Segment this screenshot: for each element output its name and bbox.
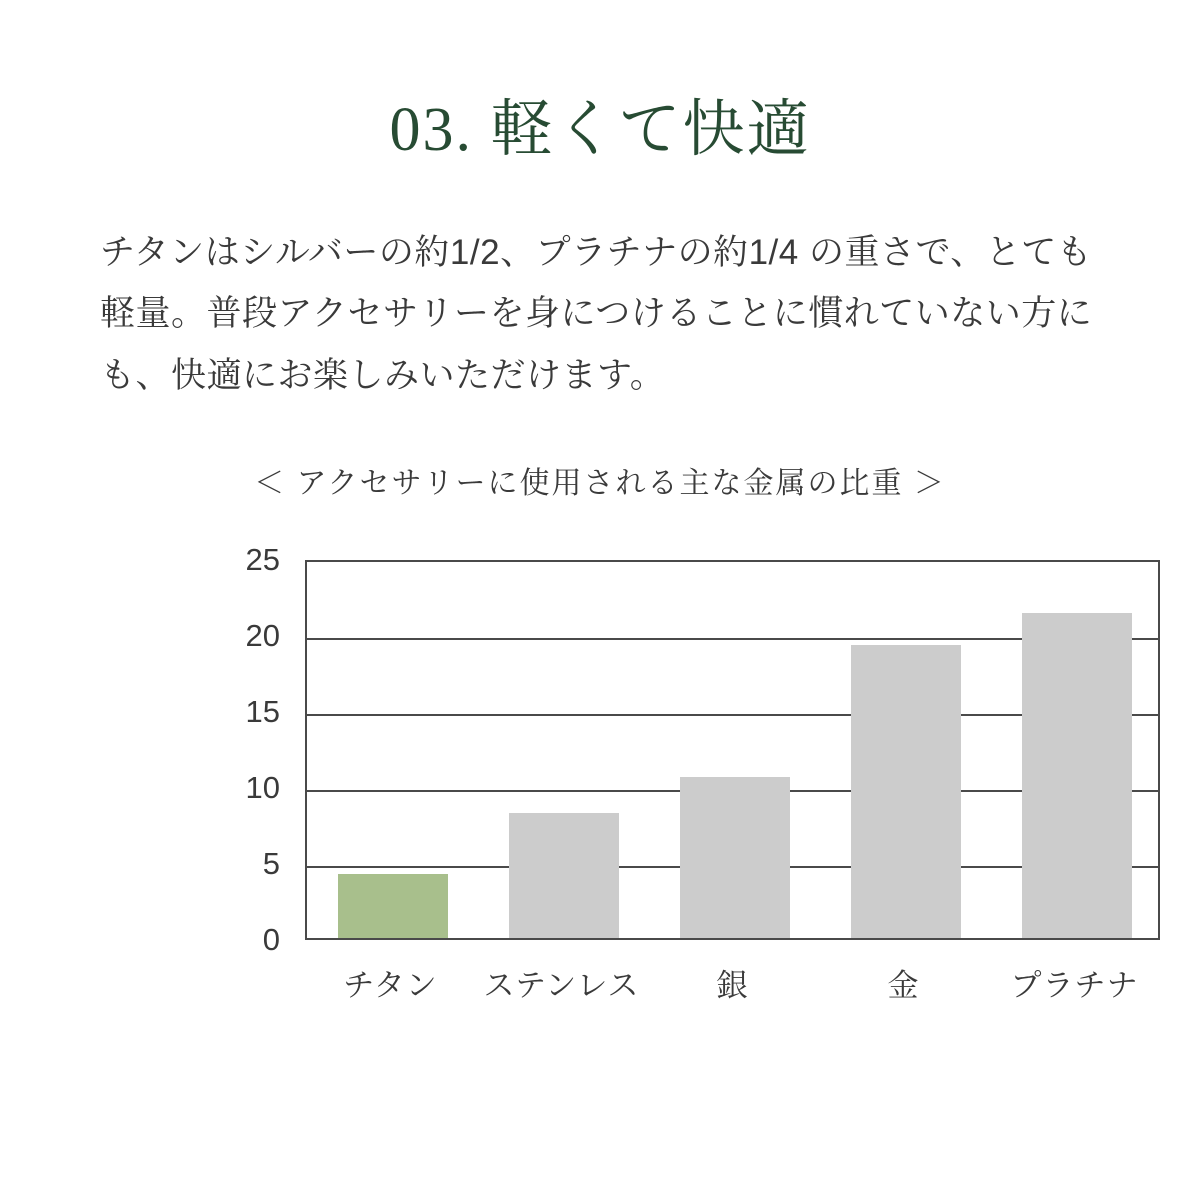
chart-bar [1022,613,1132,938]
x-category-label: 銀 [716,967,749,1003]
chart-bar [851,645,961,938]
y-tick-label: 0 [262,921,280,957]
chart-bar [338,874,448,938]
body-paragraph: チタンはシルバーの約1/2、プラチナの約1/4 の重さで、とても軽量。普段アクセサリーを身につけることに慣れていない方にも、快適にお楽しみいただけます。 [100,233,1093,395]
metal-density-chart [100,541,1139,1012]
chart-bars [307,562,1158,938]
y-tick-label: 20 [245,617,280,653]
x-axis-category-labels [305,960,1160,1020]
x-category-label: プラチナ [1010,967,1139,1003]
y-tick-label: 15 [245,693,280,729]
y-tick-label: 25 [245,541,280,577]
page-title: 03. 軽くて快適 [389,96,811,164]
chart-caption: ＜ アクセサリーに使用される主な金属の比重 ＞ [254,466,946,500]
chart-plot-area [305,560,1160,940]
y-tick-label: 5 [262,845,280,881]
y-tick-label: 10 [245,769,280,805]
x-category-label: ステンレス [483,967,640,1003]
chart-bar [509,813,619,938]
x-category-label: 金 [887,967,920,1003]
chart-bar [680,777,790,938]
x-category-label: チタン [343,967,438,1003]
